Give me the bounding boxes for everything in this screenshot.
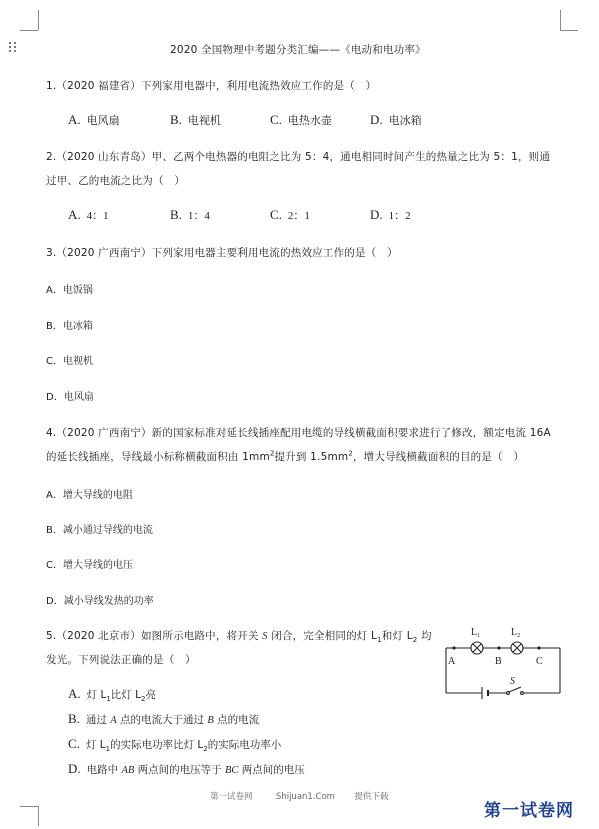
crop-mark-top-right-h <box>560 30 578 31</box>
label-a: A <box>448 656 456 667</box>
crop-mark-bottom-left-v <box>38 806 39 826</box>
lamp-l2-icon <box>511 642 523 654</box>
question-2-line-1: 2.（2020 山东青岛）甲、乙两个电热器的电阻之比为 5：4，通电相同时间产生的热量之比为 5：1，则通 <box>46 151 551 163</box>
q2-option-a[interactable]: A. 4：1 <box>68 207 109 222</box>
watermark-brand: 第一试卷网 <box>484 801 574 821</box>
circuit-diagram <box>438 620 568 700</box>
lamp-l1-icon <box>471 642 483 654</box>
q5-option-b[interactable]: B. 通过 A 点的电流大于通过 B 点的电流 <box>68 711 260 726</box>
q5-option-c[interactable]: C. 灯 $L_1$的实际电功率比灯 $L_2$的实际电功率小 <box>68 736 282 754</box>
footer-site-url[interactable]: Shijuan1.Com <box>275 792 335 802</box>
label-c: C <box>536 656 543 667</box>
question-1: 1.（2020 福建省）下列家用电器中，利用电流热效应工作的是（ ） <box>46 80 377 92</box>
q2-option-b[interactable]: B. 1：4 <box>170 207 210 222</box>
q1-option-b[interactable]: B. 电视机 <box>170 112 221 127</box>
point-a-dot <box>452 646 455 649</box>
q4-option-b[interactable]: B．减小通过导线的电流 <box>46 525 153 536</box>
question-3: 3.（2020 广西南宁）下列家用电器主要利用电流的热效应工作的是（ ） <box>46 247 398 259</box>
q3-option-a[interactable]: A．电饭锅 <box>46 285 93 296</box>
footer-site-name: 第一试卷网 <box>210 792 253 802</box>
q1-option-a[interactable]: A. 电风扇 <box>68 112 120 127</box>
question-4-line-2: 的延长线插座，导线最小标称横截面积由 $1mm^2$提升到 $1.5mm^2$，增大导线横截面积的目的是（ ） <box>46 449 525 463</box>
q5-option-a[interactable]: A. 灯 $L_1$比灯 $L_2$亮 <box>68 686 156 704</box>
q3-option-d[interactable]: D．电风扇 <box>46 392 94 403</box>
question-4-line-1: 4.（2020 广西南宁）新的国家标准对延长线插座配用电缆的导线横截面积要求进行了修改，额定电流 16A <box>46 427 551 439</box>
q2-option-c[interactable]: C. 2：1 <box>270 207 310 222</box>
switch-icon <box>507 687 524 694</box>
page-footer <box>210 790 388 802</box>
label-l2: $L_2$ <box>511 627 521 639</box>
q3-option-b[interactable]: B．电冰箱 <box>46 321 93 332</box>
q4-option-c[interactable]: C．增大导线的电压 <box>46 560 133 571</box>
crop-mark-bottom-left-h <box>20 806 38 807</box>
crop-mark-top-left-h <box>20 30 38 31</box>
footer-download-text: 提供下载 <box>354 792 389 802</box>
drag-handle-icon[interactable] <box>9 42 19 52</box>
label-b: B <box>495 656 502 667</box>
q1-option-c[interactable]: C. 电热水壶 <box>270 112 332 127</box>
point-c-dot <box>537 646 540 649</box>
question-2-line-2: 过甲、乙的电流之比为（ ） <box>46 175 186 187</box>
question-5-line-2: 发光。下列说法正确的是（ ） <box>46 654 196 666</box>
crop-mark-top-right-v <box>560 10 561 30</box>
q1-option-d[interactable]: D. 电冰箱 <box>370 112 422 127</box>
q4-option-d[interactable]: D．减小导线发热的功率 <box>46 596 154 607</box>
battery-icon <box>482 687 488 699</box>
q5-option-d[interactable]: D. 电路中 AB 两点间的电压等于 BC 两点间的电压 <box>68 761 305 776</box>
crop-mark-top-left-v <box>38 10 39 30</box>
page-title: 2020 全国物理中考题分类汇编——《电动和电功率》 <box>170 44 426 56</box>
question-5-line-1: 5.（2020 北京市）如图所示电路中，将开关 S 闭合，完全相同的灯 $L_1$和灯 $L_2$ 均 <box>46 630 432 645</box>
q3-option-c[interactable]: C．电视机 <box>46 356 93 367</box>
q2-option-d[interactable]: D. 1：2 <box>370 207 411 222</box>
label-l1: $L_1$ <box>471 627 481 639</box>
label-s: S <box>510 676 515 687</box>
q4-option-a[interactable]: A．增大导线的电阻 <box>46 490 133 501</box>
point-b-dot <box>497 646 500 649</box>
